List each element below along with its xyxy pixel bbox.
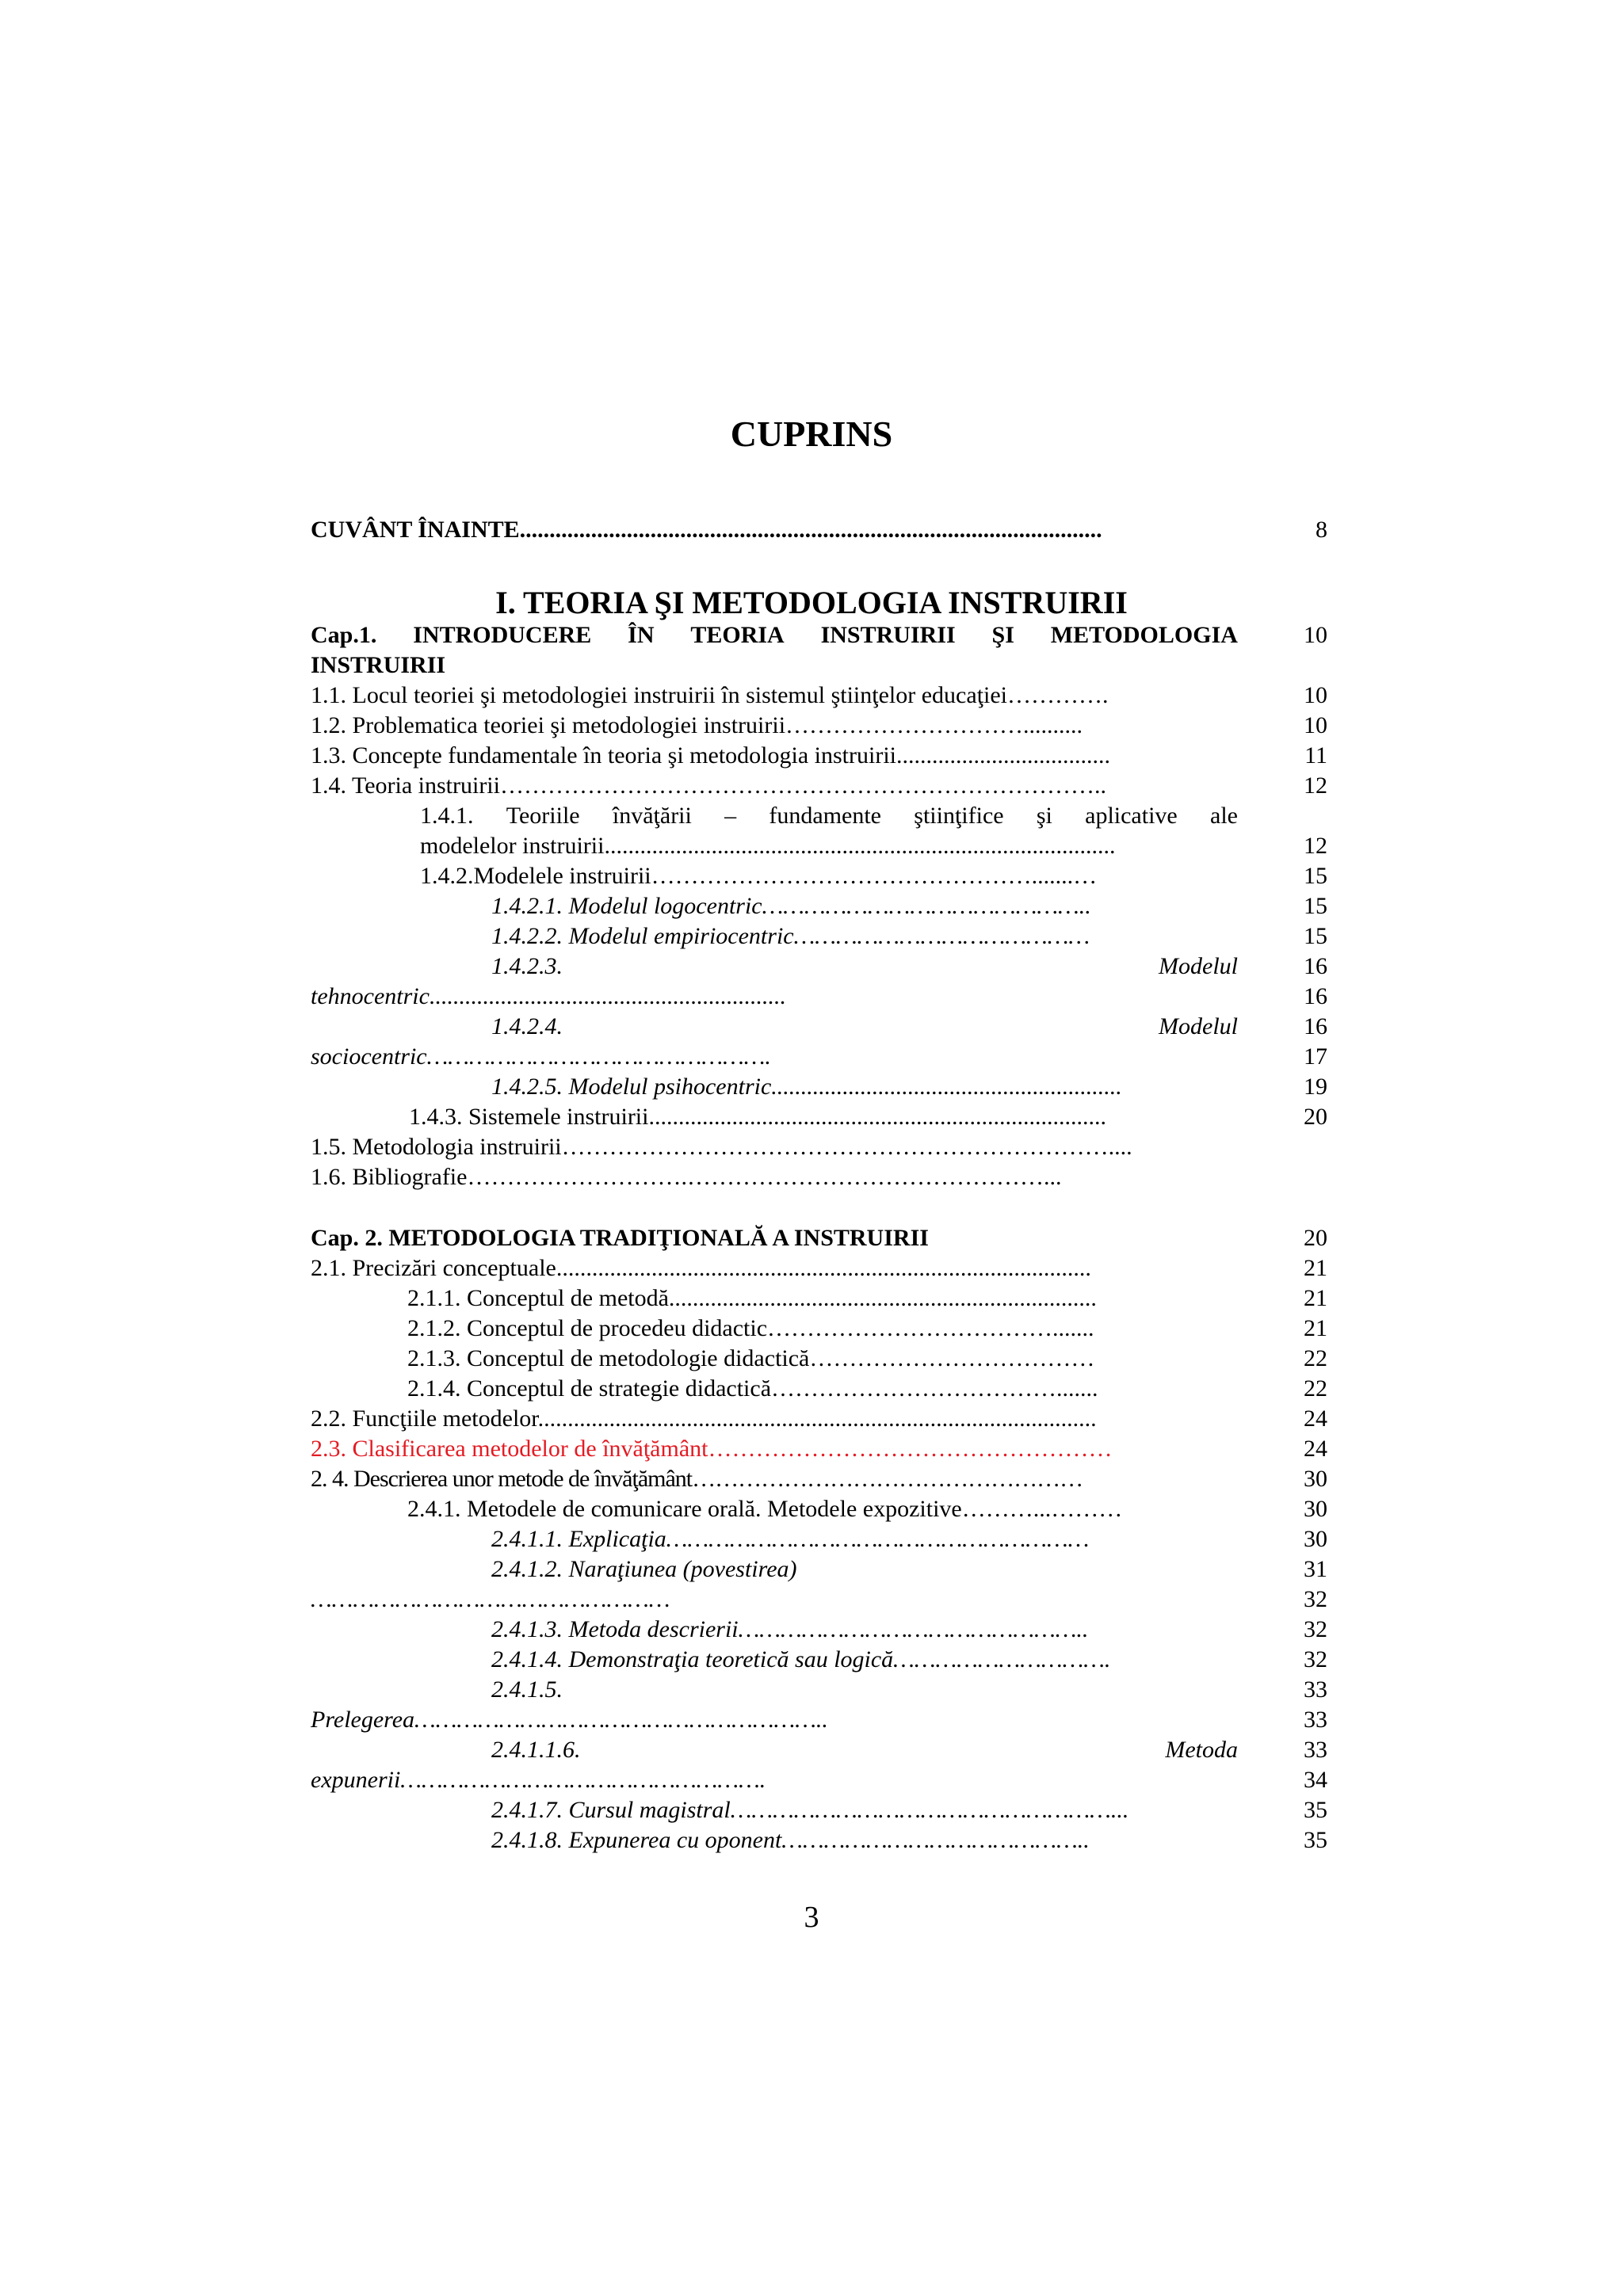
toc-page-number: 19 bbox=[1304, 1074, 1327, 1100]
toc-entry: 1.4.2.5. Modelul psihocentric........................................................... bbox=[491, 1074, 1122, 1100]
toc-page-number: 15 bbox=[1304, 893, 1327, 919]
toc-page-number: 20 bbox=[1304, 1104, 1327, 1130]
toc-page-number: 30 bbox=[1304, 1496, 1327, 1522]
toc-page-number: 32 bbox=[1304, 1616, 1327, 1642]
toc-page-number: 12 bbox=[1304, 833, 1327, 859]
toc-entry: 1.3. Concepte fundamentale în teoria şi metodologia instruirii.................................... bbox=[311, 742, 1110, 769]
toc-page-number: 35 bbox=[1304, 1827, 1327, 1853]
toc-entry: 2.4.1. Metodele de comunicare orală. Metodele expozitive………...……… bbox=[407, 1496, 1123, 1522]
toc-page-number: 32 bbox=[1304, 1646, 1327, 1672]
toc-entry-1-4-1: 1.4.1. Teoriile învăţării – fundamente ştiinţifice şi aplicative ale bbox=[420, 803, 1238, 829]
page-number: 3 bbox=[804, 1901, 819, 1934]
toc-page-number: 10 bbox=[1304, 712, 1327, 738]
toc-entry: 2.4.1.2. Naraţiunea (povestirea) bbox=[491, 1556, 797, 1582]
toc-page-number: 15 bbox=[1304, 863, 1327, 889]
toc-entry: …………………………………………… bbox=[311, 1586, 670, 1612]
toc-entry: 2.4.1.1. Explicaţia…………………………………………………… bbox=[491, 1526, 1090, 1552]
toc-entry: 1.4.2.Modelele instruirii………………………………………….......… bbox=[420, 863, 1098, 889]
section-title: I. TEORIA ŞI METODOLOGIA INSTRUIRII bbox=[495, 585, 1128, 620]
toc-entry: 2.1.4. Conceptul de strategie didactică………………………………....... bbox=[407, 1375, 1098, 1402]
toc-entry: 2.4.1.1.6. Metoda bbox=[491, 1737, 1238, 1763]
toc-entry: 1.1. Locul teoriei şi metodologiei instruirii în sistemul ştiinţelor educaţiei…………. bbox=[311, 682, 1109, 708]
toc-entry-highlighted: 2.3. Clasificarea metodelor de învăţământ…………………………………………… bbox=[311, 1436, 1113, 1462]
toc-page-number: 33 bbox=[1304, 1737, 1327, 1763]
toc-entry: 2.4.1.3. Metoda descrierii………………………………………….. bbox=[491, 1616, 1089, 1642]
toc-entry: 2. 4. Descrierea unor metode de învăţământ…………………………………………… bbox=[311, 1466, 1083, 1492]
toc-page-number: 21 bbox=[1304, 1285, 1327, 1311]
toc-entry: 1.4.2.3. Modelul bbox=[491, 953, 1238, 979]
toc-page-number: 16 bbox=[1304, 983, 1327, 1009]
toc-entry: sociocentric…………………………………………. bbox=[311, 1043, 771, 1070]
page-title: CUPRINS bbox=[730, 414, 893, 454]
toc-entry-foreword: CUVÂNT ÎNAINTE.................................................................................................. bbox=[311, 517, 1102, 543]
toc-entry: 1.4.3. Sistemele instruirii............................................................................. bbox=[409, 1104, 1106, 1130]
toc-page-number: 24 bbox=[1304, 1405, 1327, 1432]
toc-entry: 1.5. Metodologia instruirii…………………………………………………………….... bbox=[311, 1134, 1132, 1160]
toc-page-number: 34 bbox=[1304, 1767, 1327, 1793]
toc-entry: 1.6. Bibliografie……………………….………………………………………... bbox=[311, 1164, 1062, 1190]
toc-page-number: 21 bbox=[1304, 1315, 1327, 1341]
toc-entry: Prelegerea………………………………………………….. bbox=[311, 1707, 828, 1733]
toc-entry: tehnocentric............................................................ bbox=[311, 983, 786, 1009]
toc-entry: 2.2. Funcţiile metodelor.............................................................................................. bbox=[311, 1405, 1097, 1432]
toc-page-number: 12 bbox=[1304, 772, 1327, 799]
toc-entry: 1.4.2.1. Modelul logocentric……………………………………….. bbox=[491, 893, 1091, 919]
toc-page-number: 30 bbox=[1304, 1466, 1327, 1492]
toc-entry: 2.4.1.5. bbox=[491, 1676, 563, 1703]
toc-entry: 2.4.1.7. Cursul magistral………………………………………………... bbox=[491, 1797, 1129, 1823]
toc-page-number: 11 bbox=[1304, 742, 1327, 769]
toc-page-number: 22 bbox=[1304, 1375, 1327, 1402]
toc-entry: 2.1.3. Conceptul de metodologie didactică……………………………… bbox=[407, 1345, 1095, 1371]
toc-page-number: 8 bbox=[1316, 517, 1327, 543]
toc-entry-chapter-2: Cap. 2. METODOLOGIA TRADIŢIONALĂ A INSTRUIRII bbox=[311, 1225, 929, 1251]
toc-entry: 2.1.1. Conceptul de metodă........................................................................ bbox=[407, 1285, 1097, 1311]
toc-entry: 1.4.2.4. Modelul bbox=[491, 1013, 1238, 1039]
toc-page-number: 33 bbox=[1304, 1707, 1327, 1733]
toc-entry: 1.4. Teoria instruirii………………………………………………………………….. bbox=[311, 772, 1106, 799]
toc-page-number: 16 bbox=[1304, 1013, 1327, 1039]
toc-entry: 1.4.2.2. Modelul empiriocentric…………………………………… bbox=[491, 923, 1090, 949]
toc-page-number: 30 bbox=[1304, 1526, 1327, 1552]
toc-entry: 2.1.2. Conceptul de procedeu didactic………………………………....... bbox=[407, 1315, 1094, 1341]
toc-page-number: 15 bbox=[1304, 923, 1327, 949]
toc-entry: 1.2. Problematica teoriei şi metodologiei instruirii………………………….......... bbox=[311, 712, 1083, 738]
toc-entry-chapter-1-cont: INSTRUIRII bbox=[311, 652, 446, 678]
toc-page-number: 10 bbox=[1304, 622, 1327, 648]
toc-page-number: 10 bbox=[1304, 682, 1327, 708]
toc-page-number: 22 bbox=[1304, 1345, 1327, 1371]
toc-page-number: 16 bbox=[1304, 953, 1327, 979]
toc-page-number: 31 bbox=[1304, 1556, 1327, 1582]
toc-entry: modelelor instruirii...................................................................................... bbox=[420, 833, 1116, 859]
toc-page-number: 35 bbox=[1304, 1797, 1327, 1823]
toc-page-number: 33 bbox=[1304, 1676, 1327, 1703]
toc-page-number: 21 bbox=[1304, 1255, 1327, 1281]
toc-entry: 2.4.1.8. Expunerea cu oponent…………………………………….. bbox=[491, 1827, 1090, 1853]
toc-entry: 2.1. Precizări conceptuale.......................................................................................... bbox=[311, 1255, 1091, 1281]
toc-page-number: 17 bbox=[1304, 1043, 1327, 1070]
toc-page-number: 32 bbox=[1304, 1586, 1327, 1612]
toc-entry: expunerii……………………………………………. bbox=[311, 1767, 766, 1793]
toc-page-number: 24 bbox=[1304, 1436, 1327, 1462]
toc-entry: 2.4.1.4. Demonstraţia teoretică sau logică…………………………. bbox=[491, 1646, 1111, 1672]
toc-page-number: 20 bbox=[1304, 1225, 1327, 1251]
toc-entry-chapter-1: Cap.1. INTRODUCERE ÎN TEORIA INSTRUIRII ŞI METODOLOGIA bbox=[311, 622, 1238, 648]
